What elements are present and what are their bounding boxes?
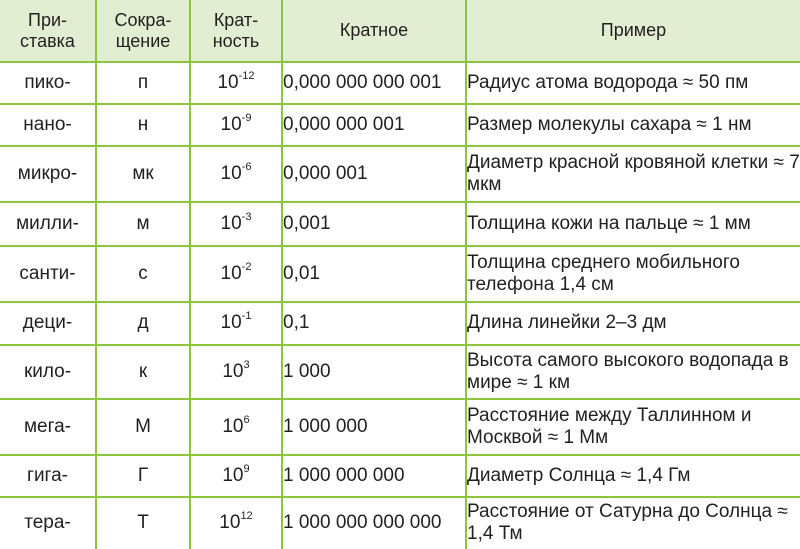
multiple-value-cell: 0,01 [282, 246, 466, 302]
prefix-cell: нано- [0, 104, 96, 146]
example-cell: Длина линейки 2–3 дм [466, 302, 800, 344]
multiple-value-cell: 1 000 000 000 [282, 455, 466, 497]
multiple-value-cell: 0,000 000 001 [282, 104, 466, 146]
multiple-value-cell: 1 000 000 000 000 [282, 497, 466, 549]
header-multiplicity-line1: Крат- [213, 9, 259, 30]
abbreviation-cell: к [96, 345, 190, 399]
prefix-cell: санти- [0, 246, 96, 302]
table-row [0, 455, 800, 497]
multiplicity-exponent: 9 [243, 462, 250, 475]
example-cell: Радиус атома водорода ≈ 50 пм [466, 62, 800, 104]
multiple-value-cell: 0,000 001 [282, 146, 466, 202]
prefix-cell: кило- [0, 345, 96, 399]
multiplicity-cell [190, 302, 282, 344]
table-row [0, 399, 800, 455]
abbreviation-cell: н [96, 104, 190, 146]
multiplicity-cell [190, 104, 282, 146]
multiplicity-base: 10 [220, 213, 242, 235]
multiplicity-cell [190, 399, 282, 455]
abbreviation-cell: мк [96, 146, 190, 202]
multiplicity-base: 10 [220, 163, 242, 185]
table-row [0, 497, 800, 549]
prefix-cell: гига- [0, 455, 96, 497]
multiplicity-base: 10 [220, 114, 242, 136]
header-abbreviation-line1: Сокра- [114, 9, 172, 30]
example-cell: Расстояние от Сатурна до Солнца ≈ 1,4 Тм [466, 497, 800, 549]
abbreviation-cell: Т [96, 497, 190, 549]
header-multiplicity-line2: ность [212, 30, 260, 51]
multiplicity-exponent: 12 [240, 510, 253, 523]
multiplicity-base: 10 [220, 312, 242, 334]
example-cell: Высота самого высокого водопада в мире ≈ 1 км [466, 345, 800, 399]
multiplicity-cell [190, 497, 282, 549]
abbreviation-cell: Г [96, 455, 190, 497]
prefix-cell: деци- [0, 302, 96, 344]
multiplicity-exponent: -12 [238, 70, 255, 83]
multiplicity-exponent: -1 [241, 310, 252, 323]
table-body [0, 62, 800, 549]
multiplicity-exponent: -6 [241, 161, 252, 174]
abbreviation-cell: д [96, 302, 190, 344]
table-row [0, 202, 800, 246]
prefix-cell: мега- [0, 399, 96, 455]
example-cell: Диаметр красной кровяной клетки ≈ 7 мкм [466, 146, 800, 202]
table-row [0, 302, 800, 344]
example-cell: Толщина кожи на пальце ≈ 1 мм [466, 202, 800, 246]
multiplicity-exponent: 3 [243, 358, 250, 371]
header-prefix-line2: ставка [20, 30, 75, 51]
multiplicity-exponent: -3 [241, 211, 252, 224]
example-cell: Размер молекулы сахара ≈ 1 нм [466, 104, 800, 146]
prefix-cell: тера- [0, 497, 96, 549]
multiplicity-base: 10 [219, 512, 241, 534]
header-prefix [0, 0, 96, 62]
header-multiplicity [190, 0, 282, 62]
abbreviation-cell: с [96, 246, 190, 302]
table-row [0, 146, 800, 202]
multiple-value-cell: 1 000 000 [282, 399, 466, 455]
table-row [0, 246, 800, 302]
prefix-cell: микро- [0, 146, 96, 202]
multiplicity-base: 10 [222, 360, 244, 382]
prefix-cell: милли- [0, 202, 96, 246]
abbreviation-cell: м [96, 202, 190, 246]
multiplicity-base: 10 [220, 263, 242, 285]
header-row [0, 0, 800, 62]
multiplicity-cell [190, 246, 282, 302]
multiple-value-cell: 0,1 [282, 302, 466, 344]
example-cell: Толщина среднего мобильного телефона 1,4 см [466, 246, 800, 302]
multiple-value-cell: 1 000 [282, 345, 466, 399]
table-row [0, 345, 800, 399]
example-cell: Расстояние между Таллинном и Москвой ≈ 1 Мм [466, 399, 800, 455]
prefix-cell: пико- [0, 62, 96, 104]
header-prefix-line1: При- [28, 9, 67, 30]
multiplicity-cell [190, 62, 282, 104]
multiple-value-cell: 0,001 [282, 202, 466, 246]
header-example: Пример [466, 0, 800, 62]
header-abbreviation [96, 0, 190, 62]
multiplicity-base: 10 [222, 464, 244, 486]
multiplicity-cell [190, 202, 282, 246]
table-row [0, 104, 800, 146]
multiplicity-cell [190, 345, 282, 399]
table-row [0, 62, 800, 104]
abbreviation-cell: М [96, 399, 190, 455]
multiplicity-exponent: -2 [241, 261, 252, 274]
example-cell: Диаметр Солнца ≈ 1,4 Гм [466, 455, 800, 497]
header-abbreviation-line2: щение [115, 30, 171, 51]
multiplicity-base: 10 [217, 72, 239, 94]
multiplicity-exponent: -9 [241, 112, 252, 125]
abbreviation-cell: п [96, 62, 190, 104]
multiplicity-base: 10 [222, 415, 244, 437]
multiplicity-cell [190, 146, 282, 202]
multiplicity-cell [190, 455, 282, 497]
multiplicity-exponent: 6 [243, 413, 250, 426]
multiple-value-cell: 0,000 000 000 001 [282, 62, 466, 104]
header-multiple: Кратное [282, 0, 466, 62]
